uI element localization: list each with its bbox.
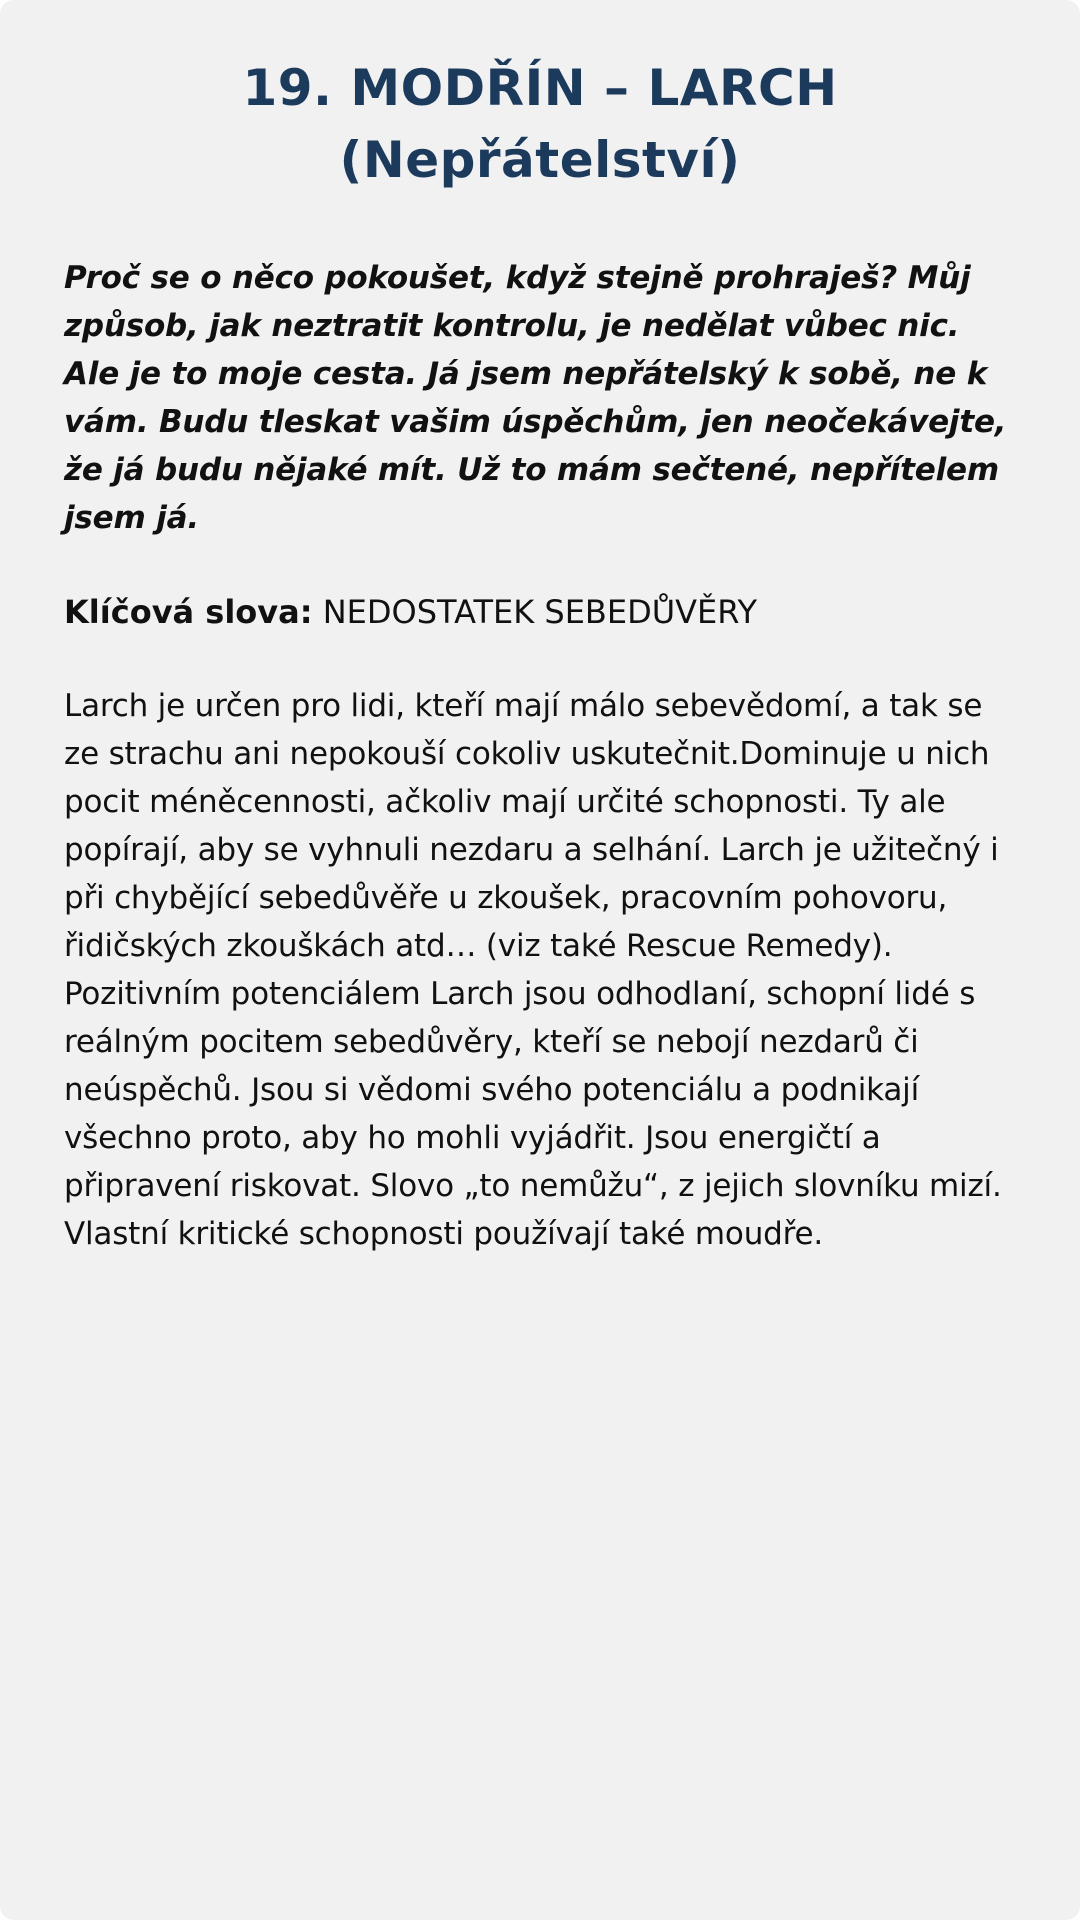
title-line-2: (Nepřátelství) [339,131,741,189]
title-line-1: 19. MODŘÍN – LARCH [242,59,838,117]
page-title [64,52,1016,196]
remedy-description: Larch je určen pro lidi, kteří mají málo sebevědomí, a tak se ze strachu ani nepokouší cokoliv uskutečnit.Dominuje u nich pocit méněcennosti, ačkoliv mají určité schopnosti. Ty ale popírají, aby se vyhnuli nezdaru a selhání. Larch je užitečný i při chybějící sebedůvěře u zkoušek, pracovním pohovoru, řidičských zkouškách atd… (viz také Rescue Remedy). Pozitivním potenciálem Larch jsou odhodlaní, schopní lidé s reálným pocitem sebedůvěry, kteří se nebojí nezdarů či neúspěchů. Jsou si vědomi svého potenciálu a podnikají všechno proto, aby ho mohli vyjádřit. Jsou energičtí a připravení riskovat. Slovo „to nemůžu“, z jejich slovníku mizí. Vlastní kritické schopnosti používají také moudře. [64,688,1002,1252]
keywords-value: NEDOSTATEK SEBEDŮVĚRY [322,593,757,631]
remedy-quote: Proč se o něco pokoušet, když stejně prohraješ? Můj způsob, jak neztratit kontrolu, je nedělat vůbec nic. Ale je to moje cesta. Já jsem nepřátelský k sobě, ne k vám. Budu tleskat vašim úspěchům, jen neočekávejte, že já budu nějaké mít. Už to mám sečtené, nepřítelem jsem já. [64,260,1007,536]
keywords-line [64,588,1016,636]
keywords-label: Klíčová slova: [64,593,313,631]
